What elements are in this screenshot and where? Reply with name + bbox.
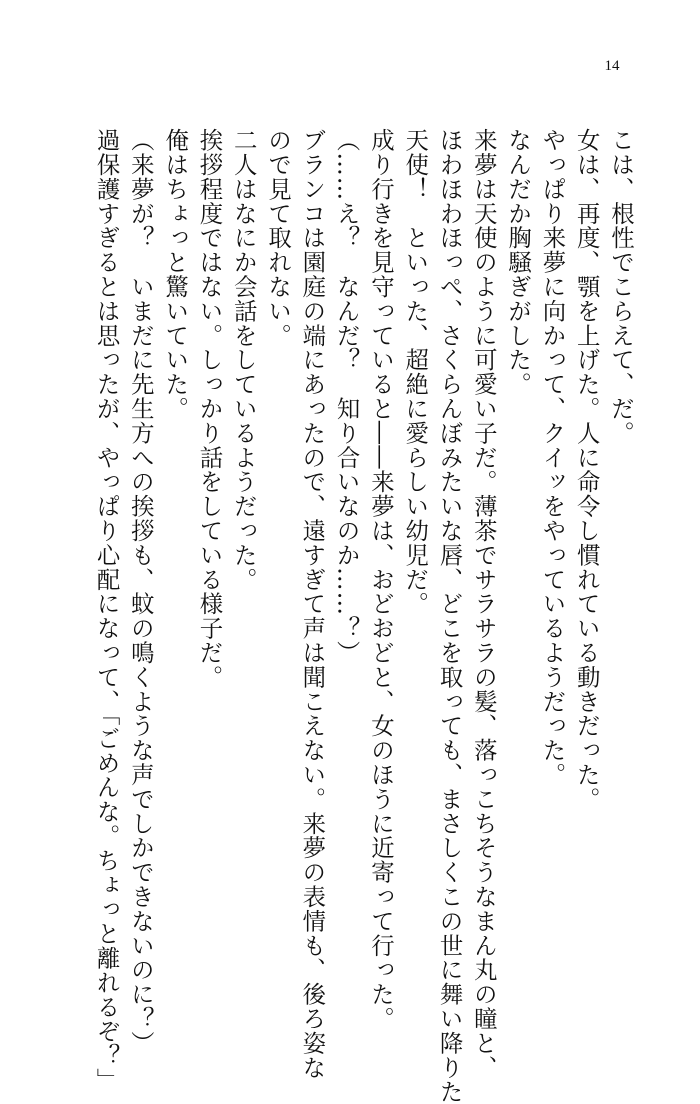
text-line: ので見て取れない。 — [264, 128, 293, 348]
text-line: （来夢が？ いまだに先生方への挨拶も、蚊の鳴くような声でしかできないのに？） — [126, 128, 155, 1056]
text-line: ほわほわほっぺ、さくらんぼみたいな唇、どこを取っても、まさしくこの世に舞い降りた — [435, 128, 464, 1104]
text-line: 過保護すぎるとは思ったが、やっぱり心配になって、「ごめんな。ちょっと離れるぞ？」 — [92, 128, 121, 1093]
text-line: 成り行きを見守っていると――来夢は、おどおどと、女のほうに近寄って行った。 — [366, 128, 395, 1031]
text-line: 天使！ といった、超絶に愛らしい幼児だ。 — [401, 128, 430, 616]
page-number: 14 — [604, 58, 620, 74]
text-line: 俺はちょっと驚いていた。 — [161, 128, 190, 421]
text-line: 来夢は天使のように可愛い子だ。薄茶でサラサラの髪、落っこちそうなまん丸の瞳と、 — [469, 128, 498, 1080]
text-line: なんだか胸騒ぎがした。 — [504, 128, 533, 397]
text-line: 女は、再度、顎を上げた。人に命令し慣れている動きだった。 — [572, 128, 601, 812]
text-line: ブランコは園庭の端にあったので、遠すぎて声は聞こえない。来夢の表情も、後ろ姿な — [298, 128, 327, 1080]
text-line: こは、根性でこらえて、だ。 — [607, 128, 635, 446]
body-text — [89, 128, 638, 1104]
text-line: （……え？ なんだ？ 知り合いなのか……？） — [332, 128, 361, 665]
text-line: やっぱり来夢に向かって、クイッをやっているようだった。 — [538, 128, 567, 787]
text-line: 挨拶程度ではない。しっかり話をしている様子だ。 — [195, 128, 224, 690]
text-line: 二人はなにか会話をしているようだった。 — [229, 128, 258, 592]
